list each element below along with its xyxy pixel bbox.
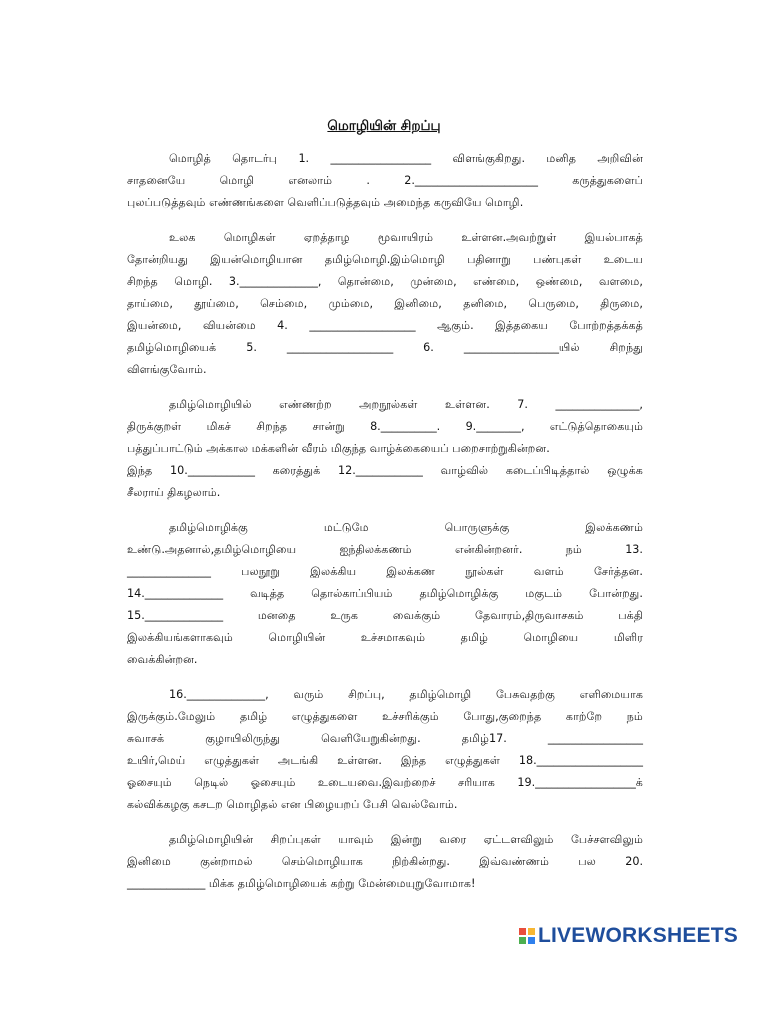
page-title: மொழியின் சிறப்பு bbox=[327, 118, 441, 134]
word: தொடர்பு bbox=[232, 152, 278, 165]
liveworksheets-logo[interactable] bbox=[519, 924, 738, 948]
text-line bbox=[127, 293, 643, 315]
word: மொழிகள் bbox=[223, 231, 276, 244]
word: குழாயிலிருந்து bbox=[205, 732, 281, 745]
word: நெடில் bbox=[194, 776, 229, 789]
word: வளமை, bbox=[598, 275, 643, 288]
word: தொன்மை, bbox=[337, 275, 394, 288]
text-line bbox=[127, 829, 643, 851]
word: கருத்துகளைப் bbox=[572, 174, 643, 187]
word: புலப்படுத்தவும் எண்ணங்களை வெளிப்படுத்தவும் அமைந்த கருவியே மொழி. bbox=[127, 196, 524, 209]
word: பெருமை, bbox=[528, 297, 579, 310]
word: சான்று bbox=[312, 420, 345, 433]
word: உச்சரிக்கும் bbox=[382, 710, 439, 723]
word: தூய்மை, bbox=[194, 297, 239, 310]
word: எழுத்துகள் bbox=[204, 754, 260, 767]
answer-blank[interactable]: ___________________ bbox=[286, 341, 394, 354]
word: மும்மை, bbox=[328, 297, 374, 310]
word: மூவாயிரம் bbox=[377, 231, 434, 244]
text-line bbox=[127, 482, 643, 504]
word: வடித்த bbox=[250, 587, 285, 600]
text-line bbox=[127, 772, 643, 794]
word: உடையவை.இவற்றைச் bbox=[317, 776, 436, 789]
word: இலக்கண bbox=[386, 565, 436, 578]
word: சாதனையே bbox=[127, 174, 186, 187]
word: உண்டு.அதனால்,தமிழ்மொழியை bbox=[127, 543, 297, 556]
answer-blank[interactable]: 19.__________________க் bbox=[517, 776, 643, 789]
answer-blank[interactable]: 18.___________________ bbox=[518, 754, 643, 767]
word: வைக்கின்றன. bbox=[127, 653, 198, 666]
word: வியன்மை bbox=[202, 319, 256, 332]
word: செம்மை, bbox=[260, 297, 308, 310]
word: பதினாறு bbox=[467, 253, 511, 266]
word: இவ்வண்ணம் bbox=[479, 855, 550, 868]
text-line bbox=[127, 359, 643, 381]
answer-blank[interactable]: 15.______________ bbox=[127, 609, 224, 622]
word: போற்றத்தக்கத் bbox=[569, 319, 643, 332]
word: இன்று bbox=[390, 833, 422, 846]
word: சரியாக bbox=[458, 776, 495, 789]
word: வாழ்வில் bbox=[440, 464, 489, 477]
word: காற்றே bbox=[565, 710, 603, 723]
worksheet-paragraph bbox=[127, 394, 643, 504]
word: வரை bbox=[439, 833, 467, 846]
text-line bbox=[127, 728, 643, 750]
answer-blank[interactable]: _________________ bbox=[547, 732, 643, 745]
word: உள்ளன. bbox=[445, 398, 490, 411]
word: திருக்குறள் bbox=[127, 420, 182, 433]
text-line bbox=[127, 539, 643, 561]
word: தமிழ்மொழியில் bbox=[169, 398, 252, 411]
word: வளம் bbox=[533, 565, 564, 578]
word: போது,குறைந்த bbox=[463, 710, 542, 723]
worksheet-paragraph bbox=[127, 829, 643, 895]
text-line bbox=[127, 706, 643, 728]
answer-blank[interactable]: 2.______________________ bbox=[404, 174, 538, 187]
word: பக்தி bbox=[618, 609, 643, 622]
word: கல்விக்கழகு கசடற மொழிதல் என பிழையறப் பேசி வெல்வோம். bbox=[127, 798, 458, 811]
word: ஓசையும் bbox=[127, 776, 172, 789]
answer-blank[interactable]: 10.____________ bbox=[170, 464, 255, 477]
word: பேச்சளவிலும் bbox=[570, 833, 643, 846]
word: எழுத்துகள் bbox=[445, 754, 500, 767]
word: எளிமையாக bbox=[579, 688, 643, 701]
text-line bbox=[127, 851, 643, 873]
word: ஏறத்தாழ bbox=[303, 231, 350, 244]
word: ஓசையும் bbox=[250, 776, 296, 789]
word: தமிழ்17. bbox=[461, 732, 507, 745]
word: அடங்கி bbox=[278, 754, 319, 767]
word: தமிழ் bbox=[239, 710, 268, 723]
word: பண்புகள் bbox=[533, 253, 582, 266]
word: மொழியை bbox=[523, 631, 579, 644]
word: உருக bbox=[330, 609, 359, 622]
word: விளங்குகிறது. bbox=[452, 152, 526, 165]
text-line bbox=[127, 170, 643, 192]
text-line bbox=[127, 148, 643, 170]
word: உள்ளன. bbox=[337, 754, 382, 767]
word: மொழி. bbox=[174, 275, 213, 288]
answer-blank[interactable]: __________________ bbox=[330, 152, 432, 165]
word: 20. bbox=[625, 855, 643, 868]
word: கரைத்துக் bbox=[272, 464, 321, 477]
word: ஏட்டளவிலும் bbox=[483, 833, 554, 846]
answer-blank[interactable]: 14.______________ bbox=[127, 587, 224, 600]
word: எட்டுத்தொகையும் bbox=[549, 420, 643, 433]
word: ஐந்திலக்கணம் bbox=[339, 543, 412, 556]
word: 7. bbox=[517, 398, 528, 411]
answer-blank[interactable]: _______________ bbox=[127, 565, 211, 578]
word: சேர்த்தன. bbox=[593, 565, 643, 578]
answer-blank[interactable]: _______________, bbox=[555, 398, 643, 411]
word: 6. bbox=[423, 341, 434, 354]
worksheet-paragraph bbox=[127, 517, 643, 671]
text-line bbox=[127, 438, 643, 460]
word: பேசுவதற்கு bbox=[495, 688, 556, 701]
word: இந்த bbox=[400, 754, 427, 767]
word: எழுத்துகளை bbox=[291, 710, 358, 723]
text-line bbox=[127, 649, 643, 671]
word: வைக்கும் bbox=[392, 609, 441, 622]
word: மனதை bbox=[257, 609, 296, 622]
text-line bbox=[127, 605, 643, 627]
word: . bbox=[366, 174, 370, 187]
text-line bbox=[127, 315, 643, 337]
word: தனிமை, bbox=[463, 297, 508, 310]
word: தமிழ்மொழி.இம்மொழி bbox=[324, 253, 445, 266]
word: நிற்கின்றது. bbox=[392, 855, 450, 868]
word: எண்மை, bbox=[473, 275, 520, 288]
text-line bbox=[127, 192, 643, 214]
word: அறிவின் bbox=[597, 152, 643, 165]
word: 5. bbox=[246, 341, 257, 354]
word: இருக்கும்.மேலும் bbox=[127, 710, 216, 723]
word: உச்சமாகவும் bbox=[360, 631, 426, 644]
word: மகுடம் bbox=[525, 587, 563, 600]
word: ஒழுக்க bbox=[607, 464, 643, 477]
word: இயன்மை, bbox=[127, 319, 182, 332]
word: போன்றது. bbox=[589, 587, 643, 600]
word: சிறப்பு, bbox=[348, 688, 385, 701]
word: பொருளுக்கு bbox=[444, 521, 510, 534]
text-line bbox=[127, 561, 643, 583]
answer-blank[interactable]: 12.____________ bbox=[337, 464, 423, 477]
word: உள்ளன.அவற்றுள் bbox=[461, 231, 557, 244]
word: இலக்கியங்களாகவும் bbox=[127, 631, 233, 644]
word: மிகச் bbox=[206, 420, 231, 433]
word: பலநூறு bbox=[241, 565, 280, 578]
word: தோன்றியது bbox=[127, 253, 188, 266]
word: இத்தகைய bbox=[495, 319, 548, 332]
text-line bbox=[127, 583, 643, 605]
word: அறநூல்கள் bbox=[359, 398, 418, 411]
word: தமிழ் bbox=[460, 631, 488, 644]
word: யாவும் bbox=[338, 833, 374, 846]
word: உடைய bbox=[603, 253, 643, 266]
word: மொழியின் bbox=[268, 631, 326, 644]
word: எண்ணற்ற bbox=[279, 398, 332, 411]
text-line bbox=[127, 271, 643, 293]
word: சுவாசக் bbox=[127, 732, 165, 745]
text-line bbox=[127, 337, 643, 359]
word: ஒண்மை, bbox=[535, 275, 583, 288]
text-line bbox=[127, 517, 643, 539]
answer-blank[interactable]: 9.________, bbox=[465, 420, 525, 433]
word: தமிழ்மொழிக்கு bbox=[169, 521, 248, 534]
word: என்கின்றனர். bbox=[454, 543, 523, 556]
word: இயன்மொழியான bbox=[210, 253, 303, 266]
word: சிறந்த bbox=[256, 420, 288, 433]
word: இந்த bbox=[127, 464, 153, 477]
word: 4. bbox=[277, 319, 288, 332]
word: குன்றாமல் bbox=[200, 855, 253, 868]
word: நூல்கள் bbox=[465, 565, 504, 578]
word: இயல்பாகத் bbox=[584, 231, 643, 244]
word: செம்மொழியாக bbox=[281, 855, 363, 868]
word: தமிழ்மொழி bbox=[409, 688, 472, 701]
word: மொழி bbox=[219, 174, 255, 187]
text-line bbox=[127, 460, 643, 482]
word: தமிழ்மொழிக்கு bbox=[419, 587, 499, 600]
word: தேவாரம்,திருவாசகம் bbox=[475, 609, 584, 622]
word: விளங்குவோம். bbox=[127, 363, 207, 376]
worksheet-body bbox=[127, 148, 643, 908]
answer-blank[interactable]: 16.______________, bbox=[169, 688, 269, 701]
word: மிளிர bbox=[613, 631, 643, 644]
word: சீலராய் திகழலாம். bbox=[127, 486, 221, 499]
word: கடைப்பிடித்தால் bbox=[505, 464, 590, 477]
text-line bbox=[127, 227, 643, 249]
word: தமிழ்மொழியைக் bbox=[127, 341, 217, 354]
text-line bbox=[127, 394, 643, 416]
word: வரும் bbox=[293, 688, 324, 701]
text-line bbox=[127, 249, 643, 271]
liveworksheets-logo-text: LIVEWORKSHEETS bbox=[538, 924, 738, 947]
answer-blank[interactable]: ___________________ bbox=[309, 319, 416, 332]
word: தமிழ்மொழியின் bbox=[169, 833, 254, 846]
word: தொல்காப்பியம் bbox=[311, 587, 393, 600]
answer-blank[interactable]: 8.__________. bbox=[370, 420, 441, 433]
text-line bbox=[127, 750, 643, 772]
word: இனிமை bbox=[127, 855, 171, 868]
word: உலக bbox=[169, 231, 196, 244]
worksheet-paragraph bbox=[127, 684, 643, 816]
worksheet-paragraph bbox=[127, 227, 643, 381]
text-line bbox=[127, 684, 643, 706]
word: மனித bbox=[546, 152, 577, 165]
word: நம் bbox=[626, 710, 643, 723]
word: இலக்கணம் bbox=[585, 521, 643, 534]
word: 13. bbox=[625, 543, 643, 556]
answer-blank[interactable]: _________________யில் bbox=[463, 341, 580, 354]
word: பல bbox=[578, 855, 596, 868]
word: மொழித் bbox=[169, 152, 211, 165]
word: இலக்கிய bbox=[310, 565, 357, 578]
word: சிறந்து bbox=[609, 341, 643, 354]
word: நம் bbox=[565, 543, 582, 556]
word: தாய்மை, bbox=[127, 297, 173, 310]
word: இனிமை, bbox=[394, 297, 442, 310]
liveworksheets-logo-icon bbox=[519, 928, 535, 944]
word: மட்டுமே bbox=[323, 521, 369, 534]
worksheet-paragraph bbox=[127, 148, 643, 214]
word: வெளியேறுகின்றது. bbox=[321, 732, 421, 745]
word: ஆகும். bbox=[437, 319, 474, 332]
word: திருமை, bbox=[600, 297, 643, 310]
word: முன்மை, bbox=[410, 275, 457, 288]
word: உயிர்,மெய் bbox=[127, 754, 186, 767]
word: சிறந்த bbox=[127, 275, 158, 288]
text-line bbox=[127, 794, 643, 816]
answer-blank[interactable]: ______________ மிக்க தமிழ்மொழியைக் கற்று மேன்மையுறுவோமாக! bbox=[127, 877, 476, 890]
text-line bbox=[127, 627, 643, 649]
word: 1. bbox=[298, 152, 310, 165]
word: சிறப்புகள் bbox=[270, 833, 321, 846]
word: பத்துப்பாட்டும் அக்கால மக்களின் வீரம் மிகுந்த வாழ்க்கையைப் பறைசாற்றுகின்றன. bbox=[127, 442, 550, 455]
word: எனலாம் bbox=[288, 174, 333, 187]
text-line bbox=[127, 416, 643, 438]
answer-blank[interactable]: 3.______________, bbox=[228, 275, 322, 288]
text-line bbox=[127, 873, 643, 895]
